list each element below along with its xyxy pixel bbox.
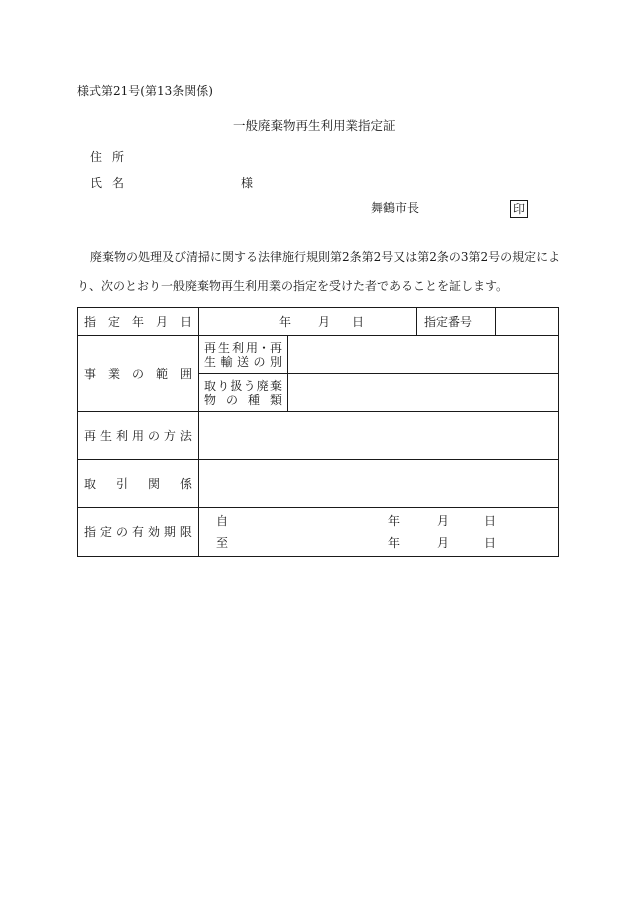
from-day-unit: 日 <box>484 514 497 528</box>
trade-relation-value <box>199 460 559 508</box>
to-month-unit: 月 <box>437 536 450 550</box>
from-year-unit: 年 <box>388 514 401 528</box>
document-title: 一般廃棄物再生利用業指定証 <box>233 118 396 133</box>
trade-relation-label: 取 引 関 係 <box>78 460 199 508</box>
body-line-1: 廃棄物の処理及び清掃に関する法律施行規則第2条第2号又は第2条の3第2号の規定によ <box>90 250 561 264</box>
date-year-unit: 年 <box>279 314 292 329</box>
row-designation-date <box>78 308 559 336</box>
recycle-or-transport-value <box>288 336 559 374</box>
form-number: 様式第21号(第13条関係) <box>77 84 213 98</box>
issuer: 舞鶴市長 <box>371 201 420 215</box>
designation-date-value <box>199 308 417 336</box>
designation-date-label: 指 定 年 月 日 <box>78 308 199 336</box>
row-validity-period <box>78 508 559 557</box>
date-month-unit: 月 <box>318 314 331 329</box>
designation-number-label: 指定番号 <box>417 308 496 336</box>
row-trade-relation <box>78 460 559 508</box>
to-label: 至 <box>216 536 229 550</box>
row-recycle-method <box>78 412 559 460</box>
from-label: 自 <box>216 514 229 528</box>
from-month-unit: 月 <box>437 514 450 528</box>
validity-label: 指 定 の 有 効 期 限 <box>78 508 199 557</box>
certificate-table <box>77 307 559 557</box>
name-label: 氏 名 <box>90 176 124 190</box>
row-recycle-transport <box>78 336 559 374</box>
validity-value <box>199 508 559 557</box>
address-label: 住 所 <box>90 150 124 164</box>
body-line-2: り、次のとおり一般廃棄物再生利用業の指定を受けた者であることを証します。 <box>77 279 509 293</box>
recycle-method-value <box>199 412 559 460</box>
recycle-or-transport-label: 再 生 利 用・再 生 輸 送 の 別 <box>199 336 288 374</box>
waste-type-value <box>288 374 559 412</box>
recycle-method-label: 再 生 利 用 の 方 法 <box>78 412 199 460</box>
to-day-unit: 日 <box>484 536 497 550</box>
to-year-unit: 年 <box>388 536 401 550</box>
waste-type-label: 取 り 扱 う 廃 棄 物 の 種 類 <box>199 374 288 412</box>
honorific: 様 <box>241 176 254 190</box>
business-scope-label: 事 業 の 範 囲 <box>78 336 199 412</box>
date-day-unit: 日 <box>352 314 365 329</box>
designation-number-value <box>496 308 559 336</box>
seal-box: 印 <box>510 200 528 218</box>
